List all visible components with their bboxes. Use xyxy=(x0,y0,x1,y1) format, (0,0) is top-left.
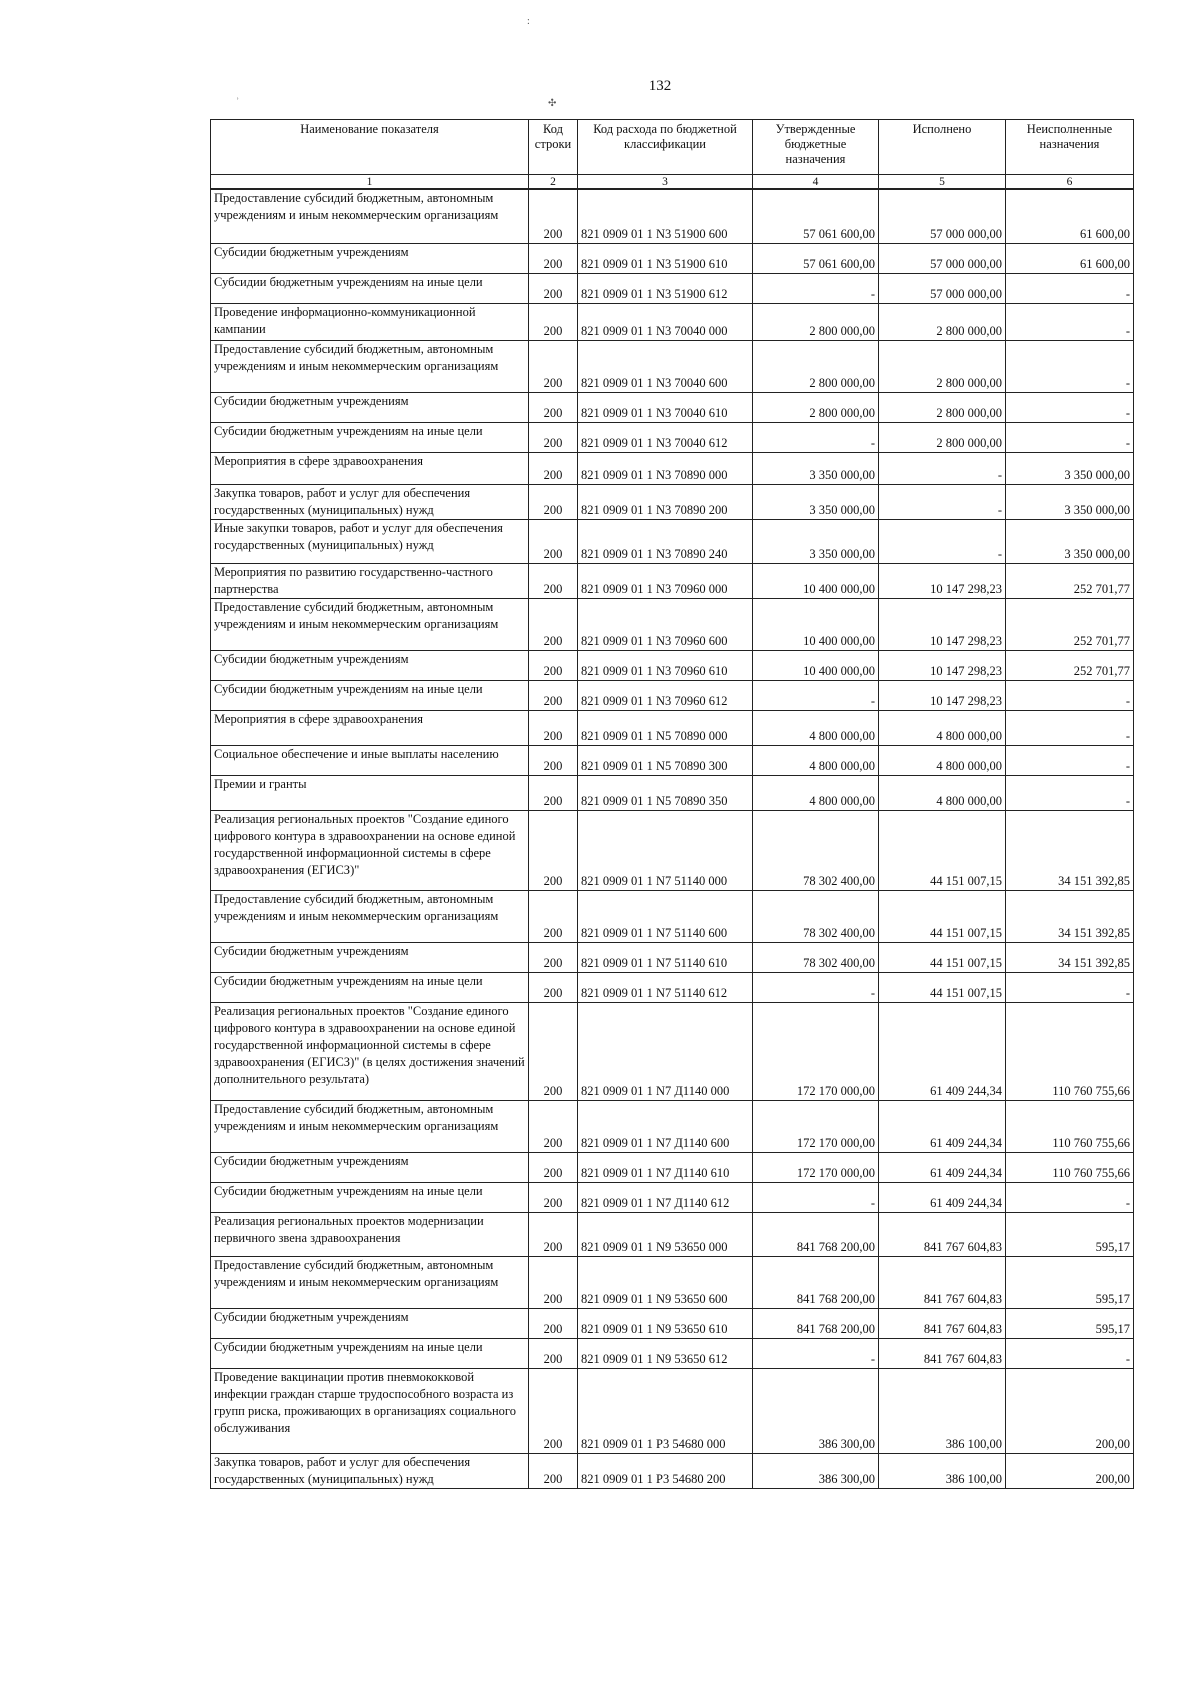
cell-executed: 2 800 000,00 xyxy=(879,422,1006,452)
cell-name: Субсидии бюджетным учреждениям xyxy=(211,650,529,680)
header-approved: Утвержденные бюджетные назначения xyxy=(753,120,879,175)
cell-code: 200 xyxy=(529,972,578,1002)
cell-executed: 57 000 000,00 xyxy=(879,273,1006,303)
cell-unexecuted: 34 151 392,85 xyxy=(1006,890,1134,942)
cell-approved: 4 800 000,00 xyxy=(753,745,879,775)
cell-approved: - xyxy=(753,1338,879,1368)
cell-approved: 57 061 600,00 xyxy=(753,243,879,273)
cell-unexecuted: 252 701,77 xyxy=(1006,598,1134,650)
column-number: 4 xyxy=(753,175,879,190)
cell-executed: 4 800 000,00 xyxy=(879,710,1006,745)
cell-code: 200 xyxy=(529,1100,578,1152)
column-number: 5 xyxy=(879,175,1006,190)
column-number: 6 xyxy=(1006,175,1134,190)
cell-kbk: 821 0909 01 1 N5 70890 350 xyxy=(578,775,753,810)
cell-approved: 2 800 000,00 xyxy=(753,340,879,392)
cell-approved: 172 170 000,00 xyxy=(753,1100,879,1152)
cell-code: 200 xyxy=(529,340,578,392)
cell-name: Предоставление субсидий бюджетным, автономным учреждениям и иным некоммерческим организациям xyxy=(211,189,529,243)
cell-kbk: 821 0909 01 1 N7 51140 000 xyxy=(578,810,753,890)
cell-kbk: 821 0909 01 1 N7 51140 612 xyxy=(578,972,753,1002)
cell-name: Субсидии бюджетным учреждениям xyxy=(211,392,529,422)
table-row xyxy=(211,392,1134,422)
cell-kbk: 821 0909 01 1 N3 70040 610 xyxy=(578,392,753,422)
cell-name: Субсидии бюджетным учреждениям xyxy=(211,1152,529,1182)
cell-unexecuted: 595,17 xyxy=(1006,1308,1134,1338)
cell-executed: 2 800 000,00 xyxy=(879,303,1006,340)
cell-kbk: 821 0909 01 1 P3 54680 200 xyxy=(578,1453,753,1488)
cell-unexecuted: 595,17 xyxy=(1006,1256,1134,1308)
cell-code: 200 xyxy=(529,273,578,303)
cell-unexecuted: - xyxy=(1006,422,1134,452)
cell-unexecuted: - xyxy=(1006,1338,1134,1368)
cell-name: Предоставление субсидий бюджетным, автономным учреждениям и иным некоммерческим организациям xyxy=(211,890,529,942)
cell-code: 200 xyxy=(529,1256,578,1308)
cell-code: 200 xyxy=(529,392,578,422)
budget-execution-table xyxy=(210,119,1134,1489)
cell-kbk: 821 0909 01 1 N9 53650 600 xyxy=(578,1256,753,1308)
table-row xyxy=(211,972,1134,1002)
cell-executed: 2 800 000,00 xyxy=(879,340,1006,392)
table-row xyxy=(211,1256,1134,1308)
cell-kbk: 821 0909 01 1 N3 70960 612 xyxy=(578,680,753,710)
cell-unexecuted: 3 350 000,00 xyxy=(1006,452,1134,484)
cell-executed: 10 147 298,23 xyxy=(879,563,1006,598)
cell-executed: 44 151 007,15 xyxy=(879,972,1006,1002)
cell-approved: - xyxy=(753,972,879,1002)
cell-code: 200 xyxy=(529,1002,578,1100)
column-number: 2 xyxy=(529,175,578,190)
header-code: Код строки xyxy=(529,120,578,175)
cell-unexecuted: 595,17 xyxy=(1006,1212,1134,1256)
cell-unexecuted: 110 760 755,66 xyxy=(1006,1002,1134,1100)
cell-unexecuted: 34 151 392,85 xyxy=(1006,942,1134,972)
cell-code: 200 xyxy=(529,303,578,340)
cell-kbk: 821 0909 01 1 P3 54680 000 xyxy=(578,1368,753,1453)
cell-name: Субсидии бюджетным учреждениям на иные цели xyxy=(211,680,529,710)
cell-unexecuted: - xyxy=(1006,273,1134,303)
cell-executed: 2 800 000,00 xyxy=(879,392,1006,422)
cell-code: 200 xyxy=(529,1308,578,1338)
cell-approved: - xyxy=(753,422,879,452)
cell-unexecuted: 110 760 755,66 xyxy=(1006,1100,1134,1152)
cell-executed: 4 800 000,00 xyxy=(879,745,1006,775)
cell-kbk: 821 0909 01 1 N3 70040 000 xyxy=(578,303,753,340)
cell-approved: 3 350 000,00 xyxy=(753,452,879,484)
cell-code: 200 xyxy=(529,710,578,745)
cell-approved: 172 170 000,00 xyxy=(753,1002,879,1100)
cell-kbk: 821 0909 01 1 N3 70040 612 xyxy=(578,422,753,452)
table-row xyxy=(211,1002,1134,1100)
column-number: 1 xyxy=(211,175,529,190)
cell-code: 200 xyxy=(529,189,578,243)
cell-unexecuted: 252 701,77 xyxy=(1006,563,1134,598)
cell-code: 200 xyxy=(529,452,578,484)
cell-code: 200 xyxy=(529,519,578,563)
cell-name: Предоставление субсидий бюджетным, автономным учреждениям и иным некоммерческим организациям xyxy=(211,340,529,392)
cell-approved: 78 302 400,00 xyxy=(753,810,879,890)
cell-approved: 10 400 000,00 xyxy=(753,563,879,598)
cell-unexecuted: - xyxy=(1006,775,1134,810)
cell-kbk: 821 0909 01 1 N9 53650 000 xyxy=(578,1212,753,1256)
cell-executed: 386 100,00 xyxy=(879,1368,1006,1453)
cell-approved: 841 768 200,00 xyxy=(753,1256,879,1308)
cell-name: Субсидии бюджетным учреждениям xyxy=(211,1308,529,1338)
page-number: 132 xyxy=(648,78,672,94)
cell-name: Мероприятия в сфере здравоохранения xyxy=(211,710,529,745)
cell-approved: 172 170 000,00 xyxy=(753,1152,879,1182)
cell-approved: 3 350 000,00 xyxy=(753,519,879,563)
cell-code: 200 xyxy=(529,422,578,452)
cell-name: Предоставление субсидий бюджетным, автономным учреждениям и иным некоммерческим организациям xyxy=(211,1100,529,1152)
cell-name: Закупка товаров, работ и услуг для обеспечения государственных (муниципальных) нужд xyxy=(211,484,529,519)
cell-approved: 4 800 000,00 xyxy=(753,775,879,810)
cell-kbk: 821 0909 01 1 N3 70890 240 xyxy=(578,519,753,563)
cell-unexecuted: 61 600,00 xyxy=(1006,243,1134,273)
table-row xyxy=(211,710,1134,745)
cell-name: Субсидии бюджетным учреждениям на иные цели xyxy=(211,1182,529,1212)
cell-kbk: 821 0909 01 1 N3 70890 200 xyxy=(578,484,753,519)
cell-name: Проведение вакцинации против пневмококковой инфекции граждан старше трудоспособного возраста из групп риска, проживающих в организациях социального обслуживания xyxy=(211,1368,529,1453)
cell-code: 200 xyxy=(529,890,578,942)
cell-kbk: 821 0909 01 1 N3 70960 000 xyxy=(578,563,753,598)
table-row xyxy=(211,942,1134,972)
table-row xyxy=(211,422,1134,452)
cell-unexecuted: - xyxy=(1006,710,1134,745)
cell-kbk: 821 0909 01 1 N9 53650 612 xyxy=(578,1338,753,1368)
cell-kbk: 821 0909 01 1 N3 51900 612 xyxy=(578,273,753,303)
cell-code: 200 xyxy=(529,484,578,519)
cell-executed: 61 409 244,34 xyxy=(879,1002,1006,1100)
cell-approved: 57 061 600,00 xyxy=(753,189,879,243)
cell-unexecuted: 3 350 000,00 xyxy=(1006,519,1134,563)
cell-kbk: 821 0909 01 1 N5 70890 000 xyxy=(578,710,753,745)
cell-unexecuted: - xyxy=(1006,680,1134,710)
cell-executed: 61 409 244,34 xyxy=(879,1100,1006,1152)
cell-name: Иные закупки товаров, работ и услуг для обеспечения государственных (муниципальных) нужд xyxy=(211,519,529,563)
cell-executed: - xyxy=(879,484,1006,519)
cell-code: 200 xyxy=(529,1182,578,1212)
cell-unexecuted: - xyxy=(1006,303,1134,340)
cell-executed: 841 767 604,83 xyxy=(879,1308,1006,1338)
cell-approved: 78 302 400,00 xyxy=(753,942,879,972)
cell-name: Субсидии бюджетным учреждениям на иные цели xyxy=(211,972,529,1002)
cell-unexecuted: 252 701,77 xyxy=(1006,650,1134,680)
cell-executed: 841 767 604,83 xyxy=(879,1338,1006,1368)
cell-code: 200 xyxy=(529,1453,578,1488)
column-number: 3 xyxy=(578,175,753,190)
table-row xyxy=(211,680,1134,710)
table-row xyxy=(211,273,1134,303)
cell-kbk: 821 0909 01 1 N5 70890 300 xyxy=(578,745,753,775)
header-executed: Исполнено xyxy=(879,120,1006,175)
cell-code: 200 xyxy=(529,563,578,598)
cell-executed: 57 000 000,00 xyxy=(879,243,1006,273)
table-row xyxy=(211,775,1134,810)
cell-unexecuted: 61 600,00 xyxy=(1006,189,1134,243)
table-row xyxy=(211,598,1134,650)
cell-code: 200 xyxy=(529,745,578,775)
cell-approved: - xyxy=(753,273,879,303)
cell-executed: 44 151 007,15 xyxy=(879,890,1006,942)
cell-kbk: 821 0909 01 1 N3 70040 600 xyxy=(578,340,753,392)
cell-kbk: 821 0909 01 1 N7 Д1140 000 xyxy=(578,1002,753,1100)
cell-name: Субсидии бюджетным учреждениям xyxy=(211,243,529,273)
table-header-row xyxy=(211,120,1134,175)
cell-code: 200 xyxy=(529,650,578,680)
cell-kbk: 821 0909 01 1 N9 53650 610 xyxy=(578,1308,753,1338)
cell-approved: - xyxy=(753,1182,879,1212)
cell-unexecuted: 200,00 xyxy=(1006,1453,1134,1488)
cell-name: Предоставление субсидий бюджетным, автономным учреждениям и иным некоммерческим организациям xyxy=(211,598,529,650)
cell-name: Субсидии бюджетным учреждениям на иные цели xyxy=(211,1338,529,1368)
cell-executed: 10 147 298,23 xyxy=(879,680,1006,710)
cell-executed: - xyxy=(879,519,1006,563)
table-row xyxy=(211,519,1134,563)
cell-kbk: 821 0909 01 1 N7 51140 600 xyxy=(578,890,753,942)
cell-kbk: 821 0909 01 1 N3 70960 600 xyxy=(578,598,753,650)
cell-name: Реализация региональных проектов "Создание единого цифрового контура в здравоохранении на основе единой государственной информационной системы в сфере здравоохранения (ЕГИСЗ)" (в целях достижения значений дополнительного результата) xyxy=(211,1002,529,1100)
table-row xyxy=(211,452,1134,484)
cell-name: Субсидии бюджетным учреждениям xyxy=(211,942,529,972)
cell-executed: - xyxy=(879,452,1006,484)
cell-unexecuted: - xyxy=(1006,745,1134,775)
table-row xyxy=(211,810,1134,890)
cell-executed: 841 767 604,83 xyxy=(879,1212,1006,1256)
table-body xyxy=(211,189,1134,1488)
table-row xyxy=(211,563,1134,598)
cell-kbk: 821 0909 01 1 N3 51900 600 xyxy=(578,189,753,243)
cell-code: 200 xyxy=(529,775,578,810)
cell-unexecuted: 110 760 755,66 xyxy=(1006,1152,1134,1182)
table-row xyxy=(211,1100,1134,1152)
cell-executed: 841 767 604,83 xyxy=(879,1256,1006,1308)
scan-mark: ✣ xyxy=(548,98,557,109)
cell-code: 200 xyxy=(529,942,578,972)
cell-approved: 4 800 000,00 xyxy=(753,710,879,745)
cell-kbk: 821 0909 01 1 N7 Д1140 610 xyxy=(578,1152,753,1182)
cell-name: Предоставление субсидий бюджетным, автономным учреждениям и иным некоммерческим организациям xyxy=(211,1256,529,1308)
cell-code: 200 xyxy=(529,1212,578,1256)
table-row xyxy=(211,1368,1134,1453)
table-row xyxy=(211,189,1134,243)
cell-executed: 4 800 000,00 xyxy=(879,775,1006,810)
cell-name: Мероприятия в сфере здравоохранения xyxy=(211,452,529,484)
cell-name: Премии и гранты xyxy=(211,775,529,810)
column-number-row xyxy=(211,175,1134,190)
cell-kbk: 821 0909 01 1 N3 70890 000 xyxy=(578,452,753,484)
cell-approved: 2 800 000,00 xyxy=(753,303,879,340)
cell-approved: 386 300,00 xyxy=(753,1368,879,1453)
cell-executed: 61 409 244,34 xyxy=(879,1152,1006,1182)
table-row xyxy=(211,1182,1134,1212)
cell-code: 200 xyxy=(529,1338,578,1368)
cell-name: Реализация региональных проектов "Создание единого цифрового контура в здравоохранении на основе единой государственной информационной системы в сфере здравоохранения (ЕГИСЗ)" xyxy=(211,810,529,890)
cell-approved: 841 768 200,00 xyxy=(753,1212,879,1256)
table-row xyxy=(211,890,1134,942)
cell-executed: 44 151 007,15 xyxy=(879,810,1006,890)
table-row xyxy=(211,1212,1134,1256)
cell-approved: 841 768 200,00 xyxy=(753,1308,879,1338)
table-row xyxy=(211,484,1134,519)
cell-name: Субсидии бюджетным учреждениям на иные цели xyxy=(211,273,529,303)
cell-unexecuted: - xyxy=(1006,1182,1134,1212)
cell-name: Закупка товаров, работ и услуг для обеспечения государственных (муниципальных) нужд xyxy=(211,1453,529,1488)
table-row xyxy=(211,1453,1134,1488)
header-kbk: Код расхода по бюджетной классификации xyxy=(578,120,753,175)
cell-name: Субсидии бюджетным учреждениям на иные цели xyxy=(211,422,529,452)
table-row xyxy=(211,340,1134,392)
cell-kbk: 821 0909 01 1 N7 51140 610 xyxy=(578,942,753,972)
cell-approved: 386 300,00 xyxy=(753,1453,879,1488)
scan-mark: : xyxy=(527,16,530,27)
cell-approved: 78 302 400,00 xyxy=(753,890,879,942)
cell-approved: 10 400 000,00 xyxy=(753,598,879,650)
cell-executed: 61 409 244,34 xyxy=(879,1182,1006,1212)
cell-unexecuted: 34 151 392,85 xyxy=(1006,810,1134,890)
header-unexecuted: Неисполненные назначения xyxy=(1006,120,1134,175)
cell-executed: 10 147 298,23 xyxy=(879,598,1006,650)
table-row xyxy=(211,243,1134,273)
cell-unexecuted: - xyxy=(1006,972,1134,1002)
cell-name: Реализация региональных проектов модернизации первичного звена здравоохранения xyxy=(211,1212,529,1256)
cell-kbk: 821 0909 01 1 N3 70960 610 xyxy=(578,650,753,680)
scan-mark: ˒ xyxy=(236,92,240,103)
cell-approved: 3 350 000,00 xyxy=(753,484,879,519)
cell-name: Проведение информационно-коммуникационной кампании xyxy=(211,303,529,340)
cell-unexecuted: 200,00 xyxy=(1006,1368,1134,1453)
cell-unexecuted: - xyxy=(1006,340,1134,392)
cell-approved: 2 800 000,00 xyxy=(753,392,879,422)
cell-code: 200 xyxy=(529,680,578,710)
cell-approved: 10 400 000,00 xyxy=(753,650,879,680)
cell-unexecuted: 3 350 000,00 xyxy=(1006,484,1134,519)
cell-unexecuted: - xyxy=(1006,392,1134,422)
cell-executed: 10 147 298,23 xyxy=(879,650,1006,680)
cell-kbk: 821 0909 01 1 N3 51900 610 xyxy=(578,243,753,273)
cell-code: 200 xyxy=(529,1368,578,1453)
cell-code: 200 xyxy=(529,243,578,273)
table-row xyxy=(211,1308,1134,1338)
cell-kbk: 821 0909 01 1 N7 Д1140 612 xyxy=(578,1182,753,1212)
table-row xyxy=(211,650,1134,680)
header-name: Наименование показателя xyxy=(211,120,529,175)
cell-executed: 44 151 007,15 xyxy=(879,942,1006,972)
cell-code: 200 xyxy=(529,1152,578,1182)
cell-name: Мероприятия по развитию государственно-частного партнерства xyxy=(211,563,529,598)
cell-executed: 57 000 000,00 xyxy=(879,189,1006,243)
cell-name: Социальное обеспечение и иные выплаты населению xyxy=(211,745,529,775)
cell-code: 200 xyxy=(529,598,578,650)
cell-kbk: 821 0909 01 1 N7 Д1140 600 xyxy=(578,1100,753,1152)
table-row xyxy=(211,303,1134,340)
table-row xyxy=(211,745,1134,775)
table-row xyxy=(211,1338,1134,1368)
cell-code: 200 xyxy=(529,810,578,890)
cell-approved: - xyxy=(753,680,879,710)
table-row xyxy=(211,1152,1134,1182)
cell-executed: 386 100,00 xyxy=(879,1453,1006,1488)
